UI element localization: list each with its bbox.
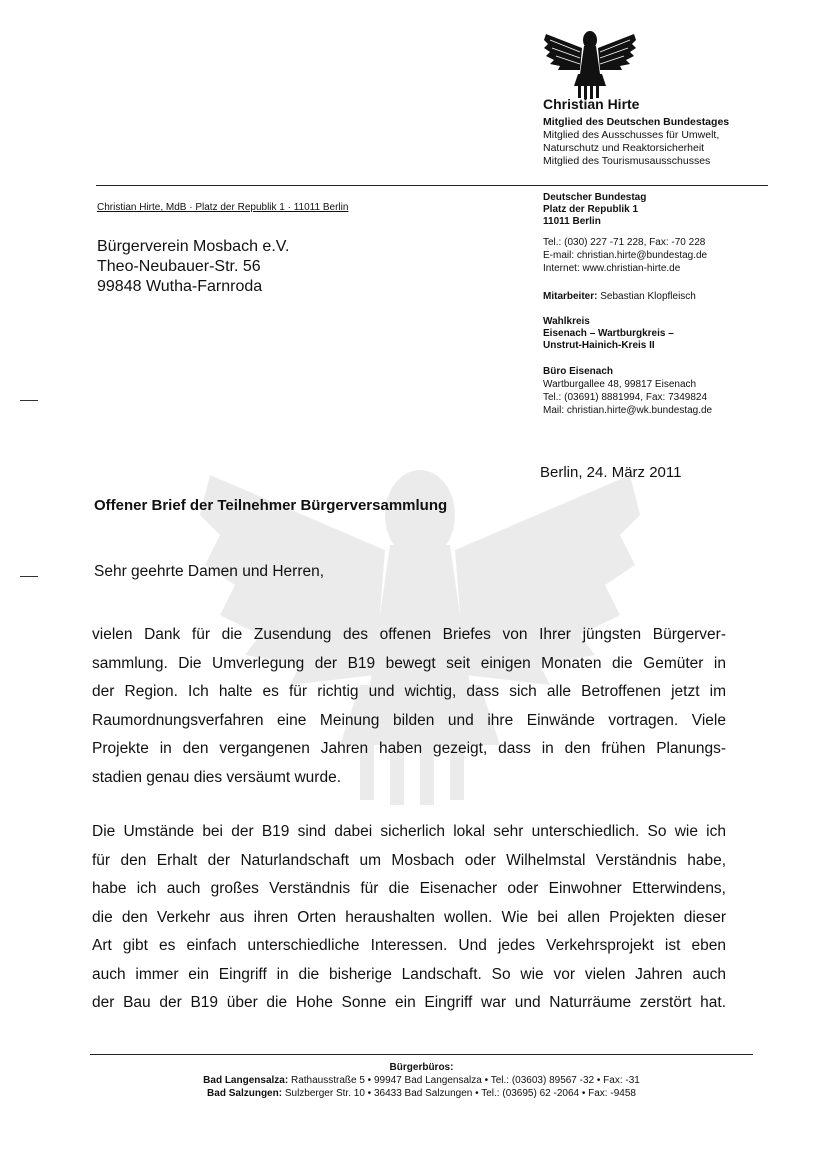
office-website: Internet: www.christian-hirte.de [543,263,681,274]
footer-office-1-details: Rathausstraße 5 • 99947 Bad Langensalza • Tel.: (03603) 89567 -32 • Fax: -31 [290,1075,640,1086]
staff-label: Mitarbeiter: [543,291,598,302]
eisenach-office-street: Wartburgallee 48, 99817 Eisenach [543,379,697,390]
letter-subject: Offener Brief der Teilnehmer Bürgerversammlung [94,497,448,514]
sender-return-address: Christian Hirte, MdB · Platz der Republik 1 · 11011 Berlin [97,202,349,213]
member-name: Christian Hirte [543,96,640,112]
recipient-street: Theo-Neubauer-Str. 56 [97,258,261,275]
text-line: sammlung. Die Umverlegung der B19 bewegt seit einigen Monaten die Gemüter in [92,654,726,672]
eisenach-office-label: Büro Eisenach [543,366,614,377]
eisenach-office-email: Mail: christian.hirte@wk.bundestag.de [543,405,713,416]
member-role-line: Mitglied des Tourismusausschusses [543,155,711,167]
punch-mark [20,576,38,577]
text-line: der Region. Ich halte es für richtig und wichtig, dass sich alle Betroffenen jetzt im [92,683,726,700]
recipient-name: Bürgerverein Mosbach e.V. [97,238,290,255]
member-role-line: Mitglied des Ausschusses für Umwelt, [543,129,720,141]
recipient-city: 99848 Wutha-Farnroda [97,278,263,295]
staff-name: Sebastian Klopfleisch [600,291,696,302]
office-phone: Tel.: (030) 227 -71 228, Fax: -70 228 [543,237,706,248]
fold-mark [20,400,38,401]
bundestag-title: Deutscher Bundestag [543,192,647,203]
text-line: auch immer ein Eingriff in die bisherige Landschaft. So wie vor vielen Jahren auch [92,965,726,983]
text-line: stadien genau dies versäumt wurde. [92,768,342,786]
text-line: Projekte in den vergangenen Jahren haben gezeigt, dass in den frühen Planungs- [92,740,726,757]
body-paragraph-2 [92,818,726,1018]
footer-divider [90,1054,753,1055]
text-line: für den Erhalt der Naturlandschaft um Mosbach oder Wilhelmstal Verständnis habe, [92,851,726,869]
text-line: Raumordnungsverfahren eine Meinung bilden und ihre Einwände vortragen. Viele [92,711,726,729]
constituency-line: Eisenach – Wartburgkreis – [543,328,674,339]
text-line: Die Umstände bei der B19 sind dabei sicherlich lokal sehr unterschiedlich. So wie ich [92,823,726,840]
bundestag-eagle-logo [540,26,640,100]
footer-office-1-label: Bad Langensalza: [203,1075,289,1086]
text-line: habe ich auch großes Verständnis für die Eisenacher oder Einwohner Etterwindens, [92,880,726,897]
constituency-line: Unstrut-Hainich-Kreis II [543,340,655,351]
text-line: Art gibt es einfach unterschiedliche Interessen. Und jedes Verkehrsprojekt ist eben [92,937,726,954]
eisenach-office-phone: Tel.: (03691) 8881994, Fax: 7349824 [543,392,708,403]
letter-greeting: Sehr geehrte Damen und Herren, [94,563,325,580]
bundestag-city: 11011 Berlin [543,216,601,227]
text-line: vielen Dank für die Zusendung des offenen Briefes von Ihrer jüngsten Bürgerver- [92,626,726,643]
footer-title: Bürgerbüros: [389,1062,454,1073]
header-divider [96,185,768,186]
body-paragraph-1 [92,621,726,792]
bundestag-street: Platz der Republik 1 [543,204,639,215]
letter-date: Berlin, 24. März 2011 [540,464,682,481]
footer-office-2-label: Bad Salzungen: [207,1088,283,1099]
footer-office-2-details: Sulzberger Str. 10 • 36433 Bad Salzungen • Tel.: (03695) 62 -2064 • Fax: -9458 [284,1088,636,1099]
constituency-label: Wahlkreis [543,316,590,327]
office-email: E-mail: christian.hirte@bundestag.de [543,250,708,261]
member-role-line: Naturschutz und Reaktorsicherheit [543,142,705,154]
member-role-main: Mitglied des Deutschen Bundestages [543,116,730,128]
text-line: die den Verkehr aus ihren Orten heraushalten wollen. Wie bei allen Projekten dieser [92,908,726,926]
text-line: der Bau der B19 über die Hohe Sonne ein Eingriff war und Naturräume zerstört hat. [92,994,726,1011]
